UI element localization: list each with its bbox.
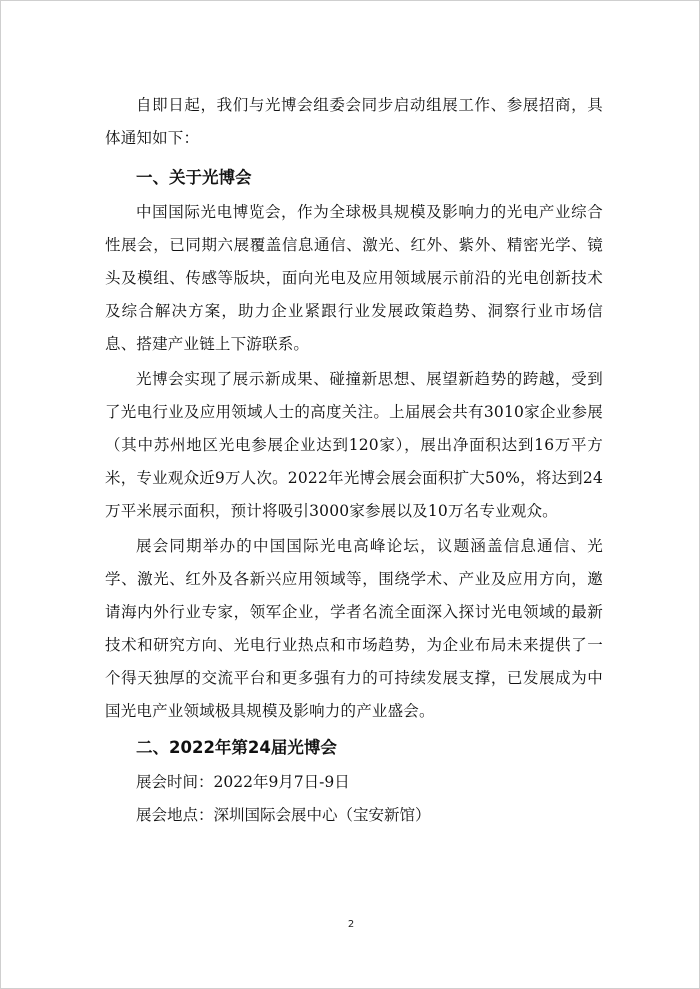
expo-location: 展会地点：深圳国际会展中心（宝安新馆） [136,806,431,824]
intro-paragraph: 自即日起，我们与光博会组委会同步启动组展工作、参展招商，具体通知如下： [105,96,603,147]
paragraph-expo-stats: 光博会实现了展示新成果、碰撞新思想、展望新趋势的跨越，受到了光电行业及应用领域人士的高度关注。上届展会共有3010家企业参展（其中苏州地区光电参展企业达到120家），展出净面积达到16万平方米，专业观众近9万人次。2022年光博会展会面积扩大50%，将达到24万平米展示面积，预计将吸引3000家参展以及10万名专业观众。 [105,370,603,520]
expo-time: 展会时间：2022年9月7日-9日 [136,773,350,791]
page-body [105,89,603,832]
page-number: 2 [347,919,355,930]
paragraph-about-expo: 中国国际光电博览会，作为全球极具规模及影响力的光电产业综合性展会，已同期六展覆盖信息通信、激光、红外、紫外、精密光学、镜头及模组、传感等版块，面向光电及应用领域展示前沿的光电创新技术及综合解决方案，助力企业紧跟行业发展政策趋势、洞察行业市场信息、搭建产业链上下游联系。 [105,203,603,353]
section-heading-about: 一、关于光博会 [136,168,252,187]
paragraph-forum: 展会同期举办的中国国际光电高峰论坛，议题涵盖信息通信、光学、激光、红外及各新兴应用领域等，围绕学术、产业及应用方向，邀请海内外行业专家，领军企业，学者名流全面深入探讨光电领域的最新技术和研究方向、光电行业热点和市场趋势，为企业布局未来提供了一个得天独厚的交流平台和更多强有力的可持续发展支撑，已发展成为中国光电产业领域极具规模及影响力的产业盛会。 [105,537,603,720]
section-heading-2022-expo: 二、2022年第24届光博会 [136,738,337,757]
